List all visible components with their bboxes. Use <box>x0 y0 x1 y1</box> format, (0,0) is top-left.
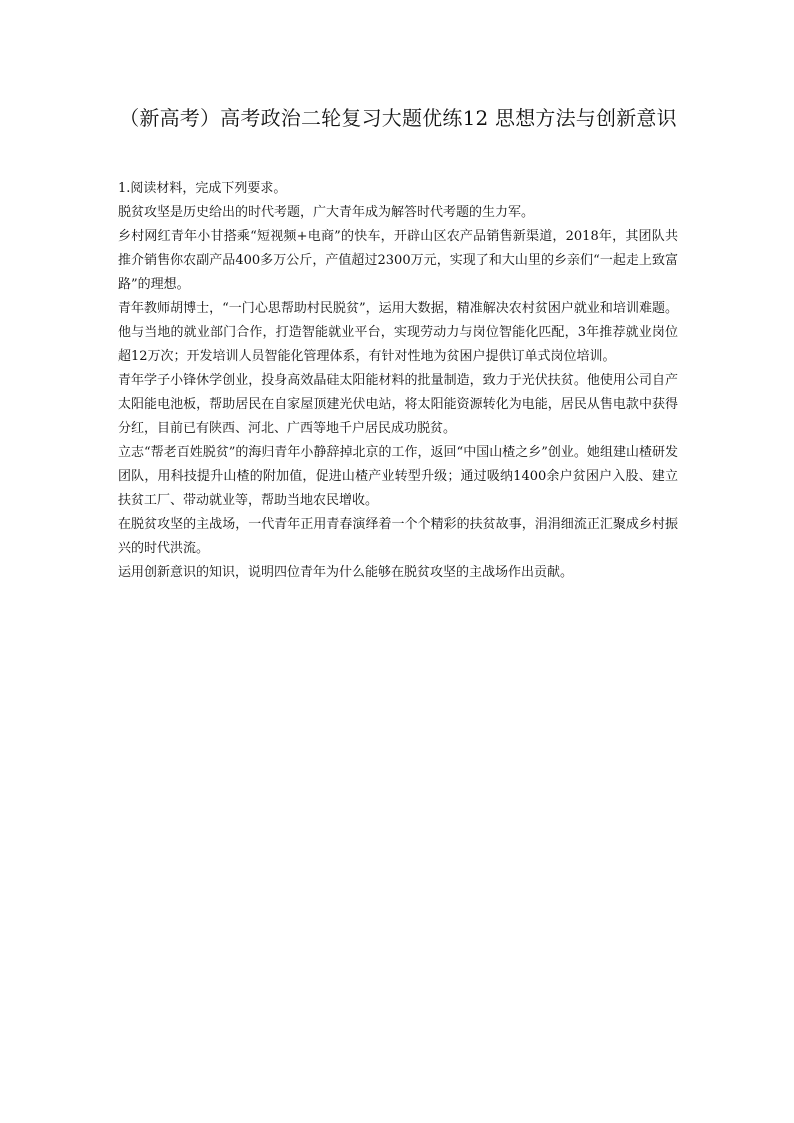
material-paragraph-summary: 在脱贫攻坚的主战场，一代青年正用青春演绎着一个个精彩的扶贫故事，涓涓细流正汇聚成乡村振兴的时代洪流。 <box>118 517 678 556</box>
document-body <box>118 177 678 585</box>
material-paragraph-xiaogan: 乡村网红青年小甘搭乘“短视频+电商”的快车，开辟山区农产品销售新渠道，2018年，其团队共推介销售你农副产品400多万公斤，产值超过2300万元，实现了和大山里的乡亲们“一起走上致富路”的理想。 <box>118 229 678 292</box>
page-title: （新高考）高考政治二轮复习大题优练12 思想方法与创新意识 <box>119 106 677 130</box>
material-paragraph-intro: 脱贫攻坚是历史给出的时代考题，广大青年成为解答时代考题的生力军。 <box>118 205 535 220</box>
material-paragraph-xiaofeng: 青年学子小锋休学创业，投身高效晶硅太阳能材料的批量制造，致力于光伏扶贫。他使用公司自产太阳能电池板，帮助居民在自家屋顶建光伏电站，将太阳能资源转化为电能，居民从售电款中获得分红，目前已有陕西、河北、广西等地千户居民成功脱贫。 <box>118 373 678 436</box>
question-instruction: 1.阅读材料，完成下列要求。 <box>118 181 287 196</box>
material-paragraph-hu: 青年教师胡博士，“一门心思帮助村民脱贫”，运用大数据，精准解决农村贫困户就业和培训难题。他与当地的就业部门合作，打造智能就业平台，实现劳动力与岗位智能化匹配，3年推荐就业岗位超12万次；开发培训人员智能化管理体系，有针对性地为贫困户提供订单式岗位培训。 <box>118 301 678 364</box>
material-paragraph-xiaojing: 立志“帮老百姓脱贫”的海归青年小静辞掉北京的工作，返回“中国山楂之乡”创业。她组建山楂研发团队，用科技提升山楂的附加值，促进山楂产业转型升级；通过吸纳1400余户贫困户入股、建立扶贫工厂、带动就业等，帮助当地农民增收。 <box>118 445 678 508</box>
question-prompt: 运用创新意识的知识，说明四位青年为什么能够在脱贫攻坚的主战场作出贡献。 <box>118 565 574 580</box>
